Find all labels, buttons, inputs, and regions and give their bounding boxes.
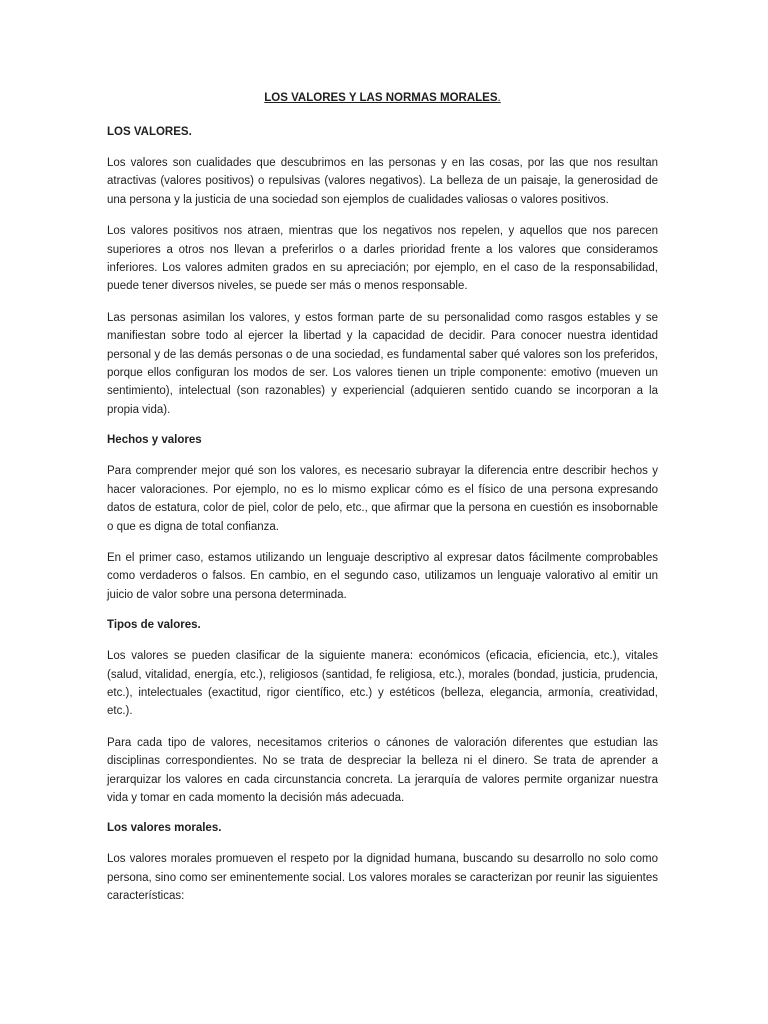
paragraph: Los valores morales promueven el respeto por la dignidad humana, buscando su desarrollo no solo como persona, sino como ser eminentemente social. Los valores morales se caracterizan por reunir las siguientes características: <box>107 853 658 903</box>
section-heading-valores-morales: Los valores morales. <box>107 822 222 835</box>
document-title <box>107 90 658 106</box>
paragraph: Los valores positivos nos atraen, mientras que los negativos nos repelen, y aquellos que nos parecen superiores a otros nos llevan a preferirlos o a darles prioridad frente a los valores que consideramos inferiores. Los valores admiten grados en su apreciación; por ejemplo, en el caso de la responsabilidad, puede tener diversos niveles, se puede ser más o menos responsable. <box>107 225 658 293</box>
title-text: LOS VALORES Y LAS NORMAS MORALES <box>264 92 498 104</box>
paragraph: Para cada tipo de valores, necesitamos criterios o cánones de valoración diferentes que estudian las disciplinas correspondientes. No se trata de despreciar la belleza ni el dinero. Se trata de aprender a jerarquizar los valores en cada circunstancia concreta. La jerarquía de valores permite organizar nuestra vida y tomar en cada momento la decisión más adecuada. <box>107 736 658 804</box>
paragraph: Las personas asimilan los valores, y estos forman parte de su personalidad como rasgos estables y se manifiestan sobre todo al ejercer la libertad y la capacidad de decidir. Para conocer nuestra identidad personal y de las demás personas o de una sociedad, es fundamental saber qué valores son los preferidos, porque ellos configuran los modos de ser. Los valores tienen un triple componente: emotivo (mueven un sentimiento), intelectual (son razonables) y experiencial (adquieren sentido cuando se incorporan a la propia vida). <box>107 311 658 416</box>
section-heading-hechos-y-valores: Hechos y valores <box>107 434 202 447</box>
paragraph: Los valores se pueden clasificar de la siguiente manera: económicos (eficacia, eficiencia, etc.), vitales (salud, vitalidad, energía, etc.), religiosos (santidad, fe religiosa, etc.), morales (bondad, justicia, prudencia, etc.), intelectuales (exactitud, rigor científico, etc.) y estéticos (belleza, elegancia, armonía, creatividad, etc.). <box>107 650 658 718</box>
section-heading-los-valores: LOS VALORES. <box>107 126 192 138</box>
document-page <box>107 90 658 919</box>
paragraph: En el primer caso, estamos utilizando un lenguaje descriptivo al expresar datos fácilmente comprobables como verdaderos o falsos. En cambio, en el segundo caso, utilizamos un lenguaje valorativo al emitir un juicio de valor sobre una persona determinada. <box>107 551 658 601</box>
title-suffix: . <box>497 92 501 104</box>
paragraph: Para comprender mejor qué son los valores, es necesario subrayar la diferencia entre describir hechos y hacer valoraciones. Por ejemplo, no es lo mismo explicar cómo es el físico de una persona expresando datos de estatura, color de piel, color de pelo, etc., que afirmar que la persona en cuestión es insobornable o que es digna de total confianza. <box>107 465 658 533</box>
paragraph: Los valores son cualidades que descubrimos en las personas y en las cosas, por las que nos resultan atractivas (valores positivos) o repulsivas (valores negativos). La belleza de un paisaje, la generosidad de una persona y la justicia de una sociedad son ejemplos de cualidades valiosas o valores positivos. <box>107 157 658 206</box>
section-heading-tipos-de-valores: Tipos de valores. <box>107 619 201 632</box>
